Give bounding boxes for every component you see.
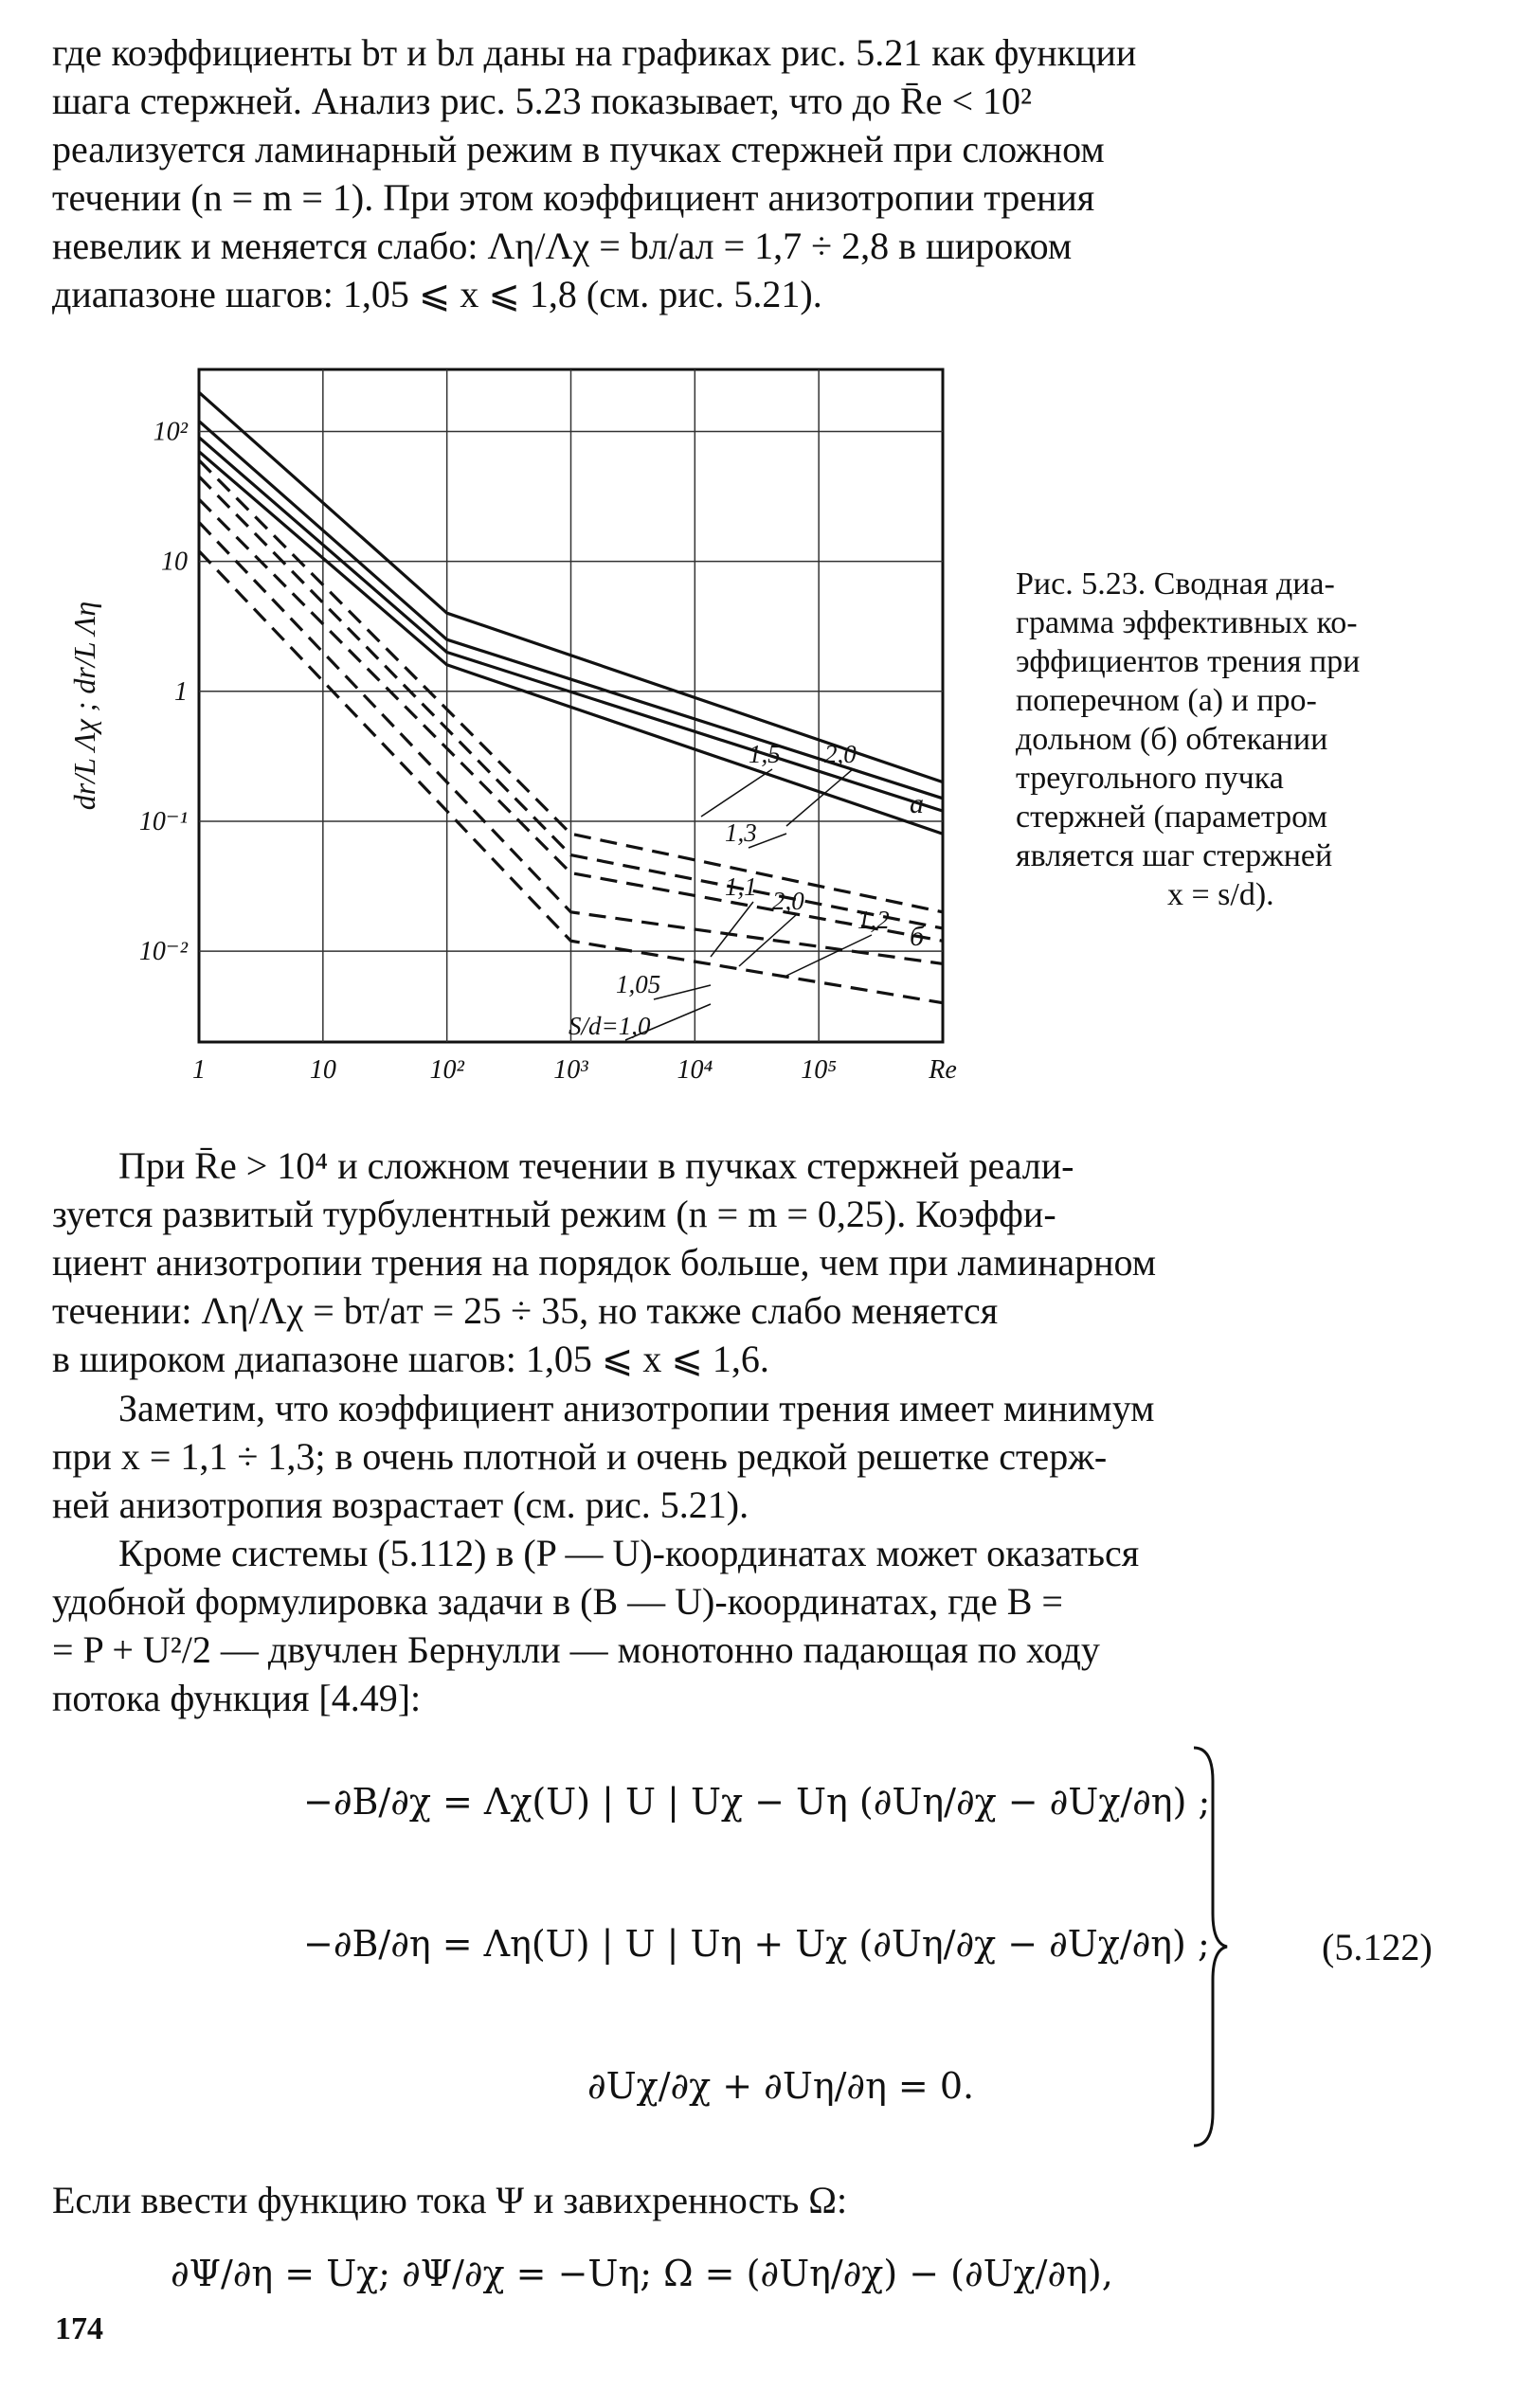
- label-leader-line: [701, 769, 772, 817]
- y-axis-label: dr/L Λχ ; dr/L Λη: [67, 601, 101, 811]
- text-line: течении (n = m = 1). При этом коэффициент анизотропии трения: [52, 176, 1095, 219]
- curve-label: 1,05: [616, 970, 661, 998]
- caption-line: дольном (б) обтекании: [1016, 722, 1328, 757]
- text-line: при x = 1,1 ÷ 1,3; в очень плотной и очень редкой решетке стерж-: [52, 1435, 1108, 1478]
- label-leader-line: [786, 935, 872, 976]
- curve-label: 1,1: [725, 872, 757, 901]
- paragraph-2: [52, 1141, 1473, 1383]
- x-tick-label: 10³: [553, 1055, 588, 1085]
- y-tick-label: 10⁻²: [138, 937, 188, 967]
- text-line: где коэффициенты bт и bл даны на графиках рис. 5.21 как функции: [52, 31, 1137, 74]
- text-line: шага стержней. Анализ рис. 5.23 показывает, что до R̄e < 10²: [52, 80, 1033, 122]
- equation-4: ∂Ψ/∂η = Uχ; ∂Ψ/∂χ = −Uη; Ω = (∂Uη/∂χ) − (∂Uχ/∂η),: [171, 2253, 1113, 2294]
- text-line: диапазоне шагов: 1,05 ⩽ x ⩽ 1,8 (см. рис. 5.21).: [52, 273, 822, 315]
- x-tick-label: 10: [309, 1055, 336, 1085]
- x-tick-label: 10²: [429, 1055, 464, 1085]
- text-line: потока функция [4.49]:: [52, 1677, 422, 1719]
- caption-line: стержней (параметром: [1016, 800, 1327, 835]
- caption-line: треугольного пучка: [1016, 761, 1284, 796]
- caption-line: поперечном (а) и про-: [1016, 683, 1317, 718]
- text-line: невелик и меняется слабо: Λη/Λχ = bл/aл = 1,7 ÷ 2,8 в широком: [52, 225, 1073, 267]
- text-line: ней анизотропия возрастает (см. рис. 5.21).: [52, 1483, 749, 1526]
- y-tick-label: 10⁻¹: [138, 806, 188, 836]
- text-line: Кроме системы (5.112) в (P — U)-координатах может оказаться: [118, 1532, 1140, 1574]
- paragraph-5: Если ввести функцию тока Ψ и завихренность Ω:: [52, 2179, 848, 2221]
- caption-line: грамма эффективных ко-: [1016, 605, 1358, 640]
- x-tick-label: 10⁴: [677, 1055, 713, 1085]
- text-line: реализуется ламинарный режим в пучках стержней при сложном: [52, 128, 1105, 171]
- text-line: в широком диапазоне шагов: 1,05 ⩽ x ⩽ 1,6.: [52, 1338, 769, 1380]
- label-leader-line: [711, 902, 753, 957]
- curve-label: 1,3: [725, 818, 757, 847]
- text-line: удобной формулировка задачи в (B — U)-координатах, где B =: [52, 1580, 1063, 1623]
- text-line: течении: Λη/Λχ = bт/aт = 25 ÷ 35, но также слабо меняется: [52, 1289, 999, 1332]
- x-tick-label: 1: [192, 1055, 206, 1085]
- curve-label: 2,0: [772, 887, 804, 915]
- label-leader-line: [654, 985, 711, 999]
- page-number: 174: [55, 2311, 103, 2346]
- caption-line: является шаг стержней: [1016, 838, 1333, 873]
- y-tick-label: 10²: [153, 417, 188, 447]
- family-label-b: б: [910, 921, 925, 952]
- friction-chart: [57, 360, 995, 1089]
- figure-caption: [1016, 565, 1471, 914]
- text-line: Заметим, что коэффициент анизотропии трения имеет минимум: [118, 1387, 1155, 1429]
- x-tick-label: 10⁵: [801, 1055, 838, 1085]
- caption-line: эффициентов трения при: [1016, 644, 1361, 679]
- y-tick-label: 1: [174, 676, 188, 707]
- paragraph-4: [52, 1529, 1473, 1722]
- x-tick-label: Re: [929, 1055, 957, 1085]
- curve-label: 1,5: [749, 740, 781, 768]
- equation-1: −∂B/∂χ = Λχ(U) | U | Uχ − Uη (∂Uη/∂χ − ∂Uχ/∂η) ;: [303, 1781, 1211, 1823]
- caption-line: Рис. 5.23. Сводная диа-: [1016, 566, 1335, 602]
- paragraph-1: [52, 28, 1473, 318]
- equation-2: −∂B/∂η = Λη(U) | U | Uη + Uχ (∂Uη/∂χ − ∂Uχ/∂η) ;: [303, 1923, 1210, 1965]
- text-line: = P + U²/2 — двучлен Бернулли — монотонно падающая по ходу: [52, 1628, 1100, 1671]
- text-line: зуется развитый турбулентный режим (n = m = 0,25). Коэффи-: [52, 1193, 1056, 1235]
- family-label-a: а: [910, 788, 924, 819]
- curve-label: 2,0: [824, 740, 857, 768]
- equation-number: (5.122): [1322, 1926, 1433, 1968]
- curve-label: 1,2: [857, 906, 890, 934]
- curve-label: S/d=1,0: [568, 1012, 651, 1040]
- caption-line: x = s/d).: [1167, 877, 1274, 912]
- text-line: При R̄e > 10⁴ и сложном течении в пучках стержней реали-: [118, 1144, 1074, 1187]
- y-tick-label: 10: [161, 547, 188, 577]
- system-brace: [1184, 1743, 1232, 2150]
- paragraph-3: [52, 1384, 1473, 1529]
- equation-3: ∂Uχ/∂χ + ∂Uη/∂η = 0.: [587, 2065, 975, 2107]
- label-leader-line: [786, 769, 853, 826]
- text-line: циент анизотропии трения на порядок больше, чем при ламинарном: [52, 1241, 1157, 1284]
